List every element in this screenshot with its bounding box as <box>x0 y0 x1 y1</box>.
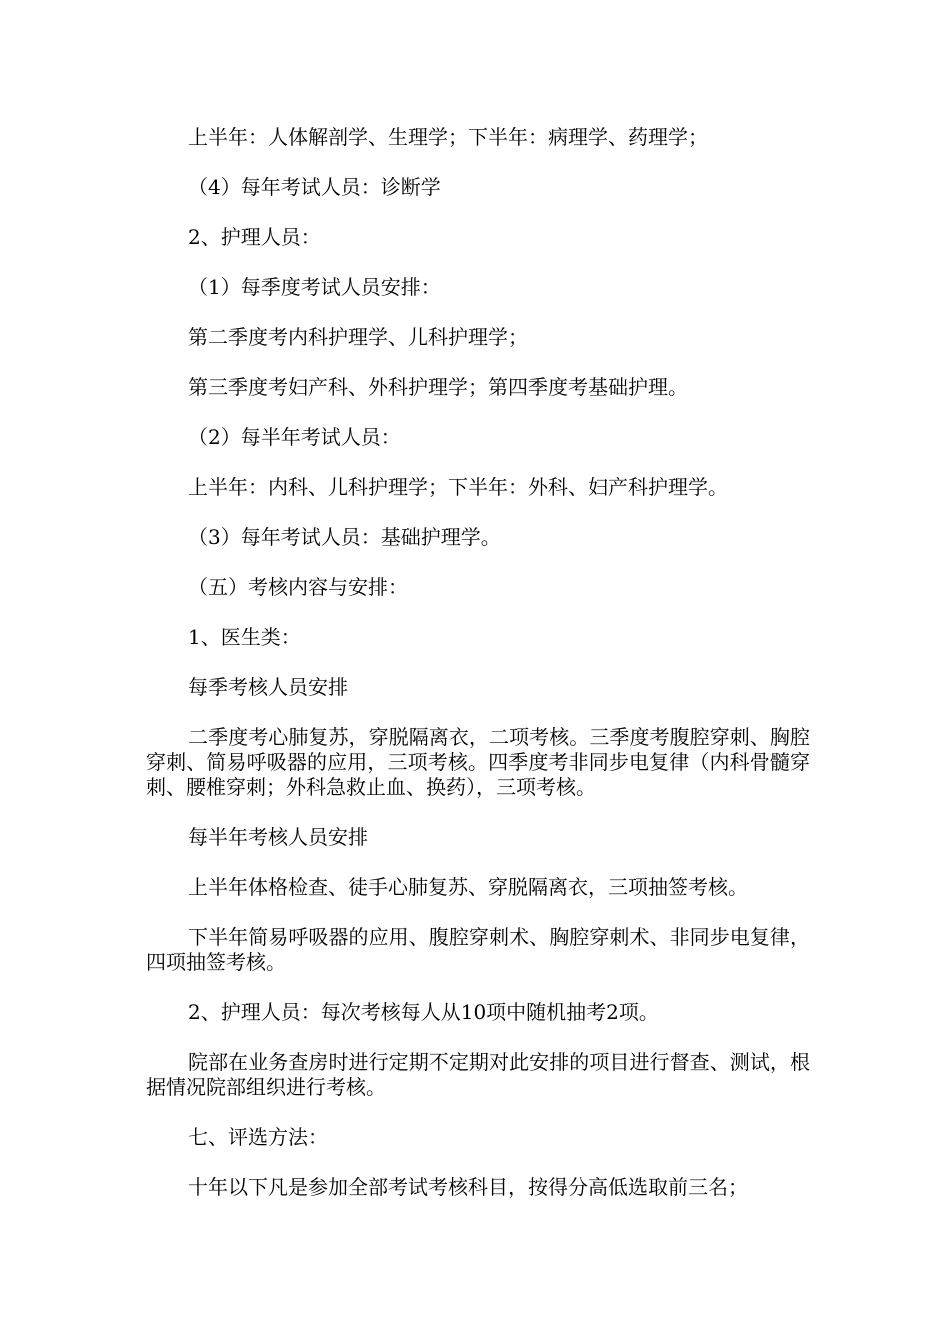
paragraph-13: 二季度考心肺复苏，穿脱隔离衣，二项考核。三季度考腹腔穿刺、胸腔穿刺、简易呼吸器的应用，三项考核。四季度考非同步电复律（内科骨髓穿刺、腰椎穿刺；外科急救止血、换药），三项考核。 <box>146 725 810 799</box>
paragraph-14: 每半年考核人员安排 <box>188 825 368 849</box>
paragraph-18: 院部在业务查房时进行定期不定期对此安排的项目进行督查、测试，根据情况院部组织进行考核。 <box>146 1050 810 1099</box>
paragraph-16: 下半年简易呼吸器的应用、腹腔穿刺术、胸腔穿刺术、非同步电复律，四项抽签考核。 <box>146 925 810 974</box>
paragraph-11: 1、医生类： <box>188 625 301 649</box>
paragraph-6: 第三季度考妇产科、外科护理学；第四季度考基础护理。 <box>188 375 688 399</box>
paragraph-4: （1）每季度考试人员安排： <box>188 275 441 299</box>
paragraph-20: 十年以下凡是参加全部考试考核科目，按得分高低选取前三名； <box>188 1175 748 1199</box>
paragraph-8: 上半年：内科、儿科护理学；下半年：外科、妇产科护理学。 <box>188 475 728 499</box>
paragraph-19: 七、评选方法： <box>188 1125 328 1149</box>
paragraph-2: （4）每年考试人员：诊断学 <box>188 175 441 199</box>
paragraph-7: （2）每半年考试人员： <box>188 425 401 449</box>
paragraph-12: 每季考核人员安排 <box>188 675 348 699</box>
paragraph-9: （3）每年考试人员：基础护理学。 <box>188 525 501 549</box>
paragraph-1: 上半年：人体解剖学、生理学；下半年：病理学、药理学； <box>188 125 708 149</box>
paragraph-3: 2、护理人员： <box>188 225 321 249</box>
paragraph-15: 上半年体格检查、徒手心肺复苏、穿脱隔离衣，三项抽签考核。 <box>188 875 748 899</box>
paragraph-5: 第二季度考内科护理学、儿科护理学； <box>188 325 528 349</box>
paragraph-17: 2、护理人员：每次考核每人从10项中随机抽考2项。 <box>188 1000 659 1024</box>
paragraph-10: （五）考核内容与安排： <box>188 575 408 599</box>
document-body <box>146 125 810 1200</box>
